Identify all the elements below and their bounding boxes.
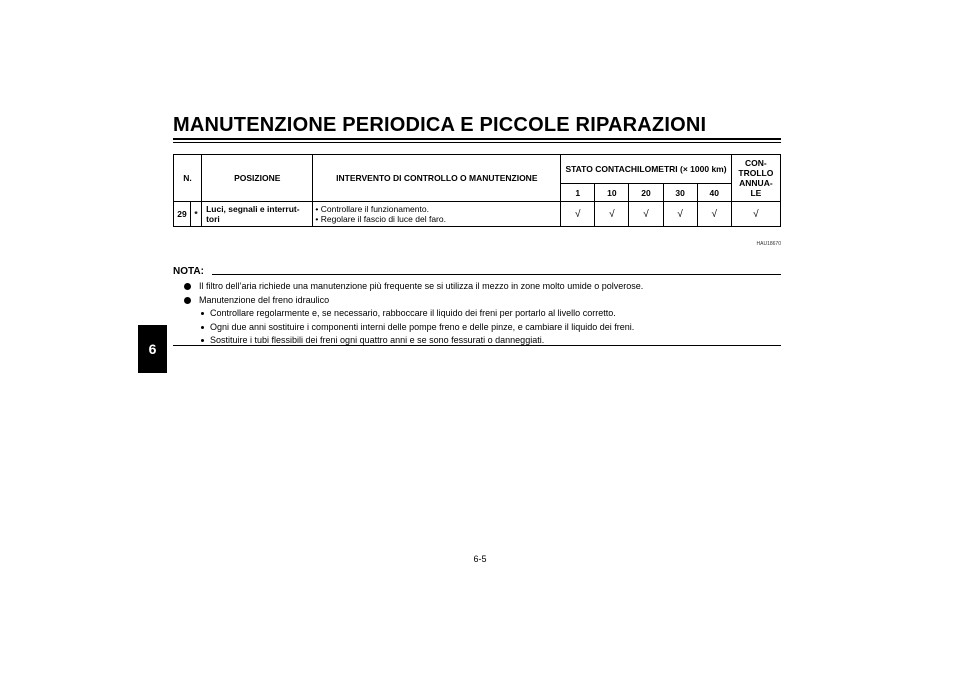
maintenance-table <box>173 154 781 227</box>
title-rule <box>173 138 781 140</box>
sub-list-item-text: Controllare regolarmente e, se necessario, rabboccare il liquido dei freni per portarlo al livello corretto. <box>210 308 616 318</box>
nota-body <box>184 280 781 348</box>
nota-bottom-rule <box>173 345 781 346</box>
title-rule-thin <box>173 142 781 143</box>
odometer-col-20: 20 <box>629 184 663 202</box>
sub-list-item-text: Ogni due anni sostituire i componenti interni delle pompe freno e delle pinze, e cambiare il liquido dei freni. <box>210 321 635 332</box>
row-actions <box>313 202 561 227</box>
check-mark: √ <box>561 202 595 227</box>
check-mark: √ <box>595 202 629 227</box>
row-action-item: • Controllare il funzionamento. <box>315 204 429 214</box>
sub-bullet-icon <box>201 326 204 329</box>
odometer-col-40: 40 <box>697 184 731 202</box>
table-row <box>174 202 781 227</box>
bullet-icon <box>184 297 191 304</box>
check-mark: √ <box>629 202 663 227</box>
bullet-icon <box>184 283 191 290</box>
col-header-odometer: STATO CONTACHILOMETRI (× 1000 km) <box>561 155 732 184</box>
odometer-col-10: 10 <box>595 184 629 202</box>
col-header-intervention: INTERVENTO DI CONTROLLO O MANUTENZIONE <box>313 155 561 202</box>
page-number: 6-5 <box>473 554 487 564</box>
odometer-col-1: 1 <box>561 184 595 202</box>
sub-bullet-icon <box>201 312 204 315</box>
check-mark: √ <box>697 202 731 227</box>
row-marker: * <box>191 202 202 227</box>
check-mark: √ <box>663 202 697 227</box>
list-item <box>184 294 781 308</box>
sub-list-item-text: Sostituire i tubi flessibili dei freni ogni quattro anni e se sono fessurati o danneggiati. <box>210 335 545 345</box>
sub-list-item <box>184 321 781 335</box>
annual-check-mark: √ <box>731 202 780 227</box>
odometer-col-30: 30 <box>663 184 697 202</box>
list-item-text: Manutenzione del freno idraulico <box>199 294 330 305</box>
sub-bullet-icon <box>201 339 204 342</box>
row-position: Luci, segnali e interrut-tori <box>202 202 313 227</box>
nota-heading: NOTA: <box>173 266 204 277</box>
list-item <box>184 280 781 294</box>
nota-rule <box>212 274 781 275</box>
col-header-annual: CON-TROLLO ANNUA-LE <box>731 155 780 202</box>
sub-list-item <box>184 307 781 321</box>
list-item-text: Il filtro dell’aria richiede una manutenzione più frequente se si utilizza il mezzo in zone molto umide o polverose. <box>199 281 644 291</box>
row-action-item: • Regolare il fascio di luce del faro. <box>315 214 446 224</box>
row-number: 29 <box>174 202 191 227</box>
chapter-tab: 6 <box>138 325 167 373</box>
code-reference: HAU18670 <box>756 241 781 247</box>
col-header-num: N. <box>174 155 202 202</box>
col-header-position: POSIZIONE <box>202 155 313 202</box>
page-title: MANUTENZIONE PERIODICA E PICCOLE RIPARAZIONI <box>173 114 707 136</box>
